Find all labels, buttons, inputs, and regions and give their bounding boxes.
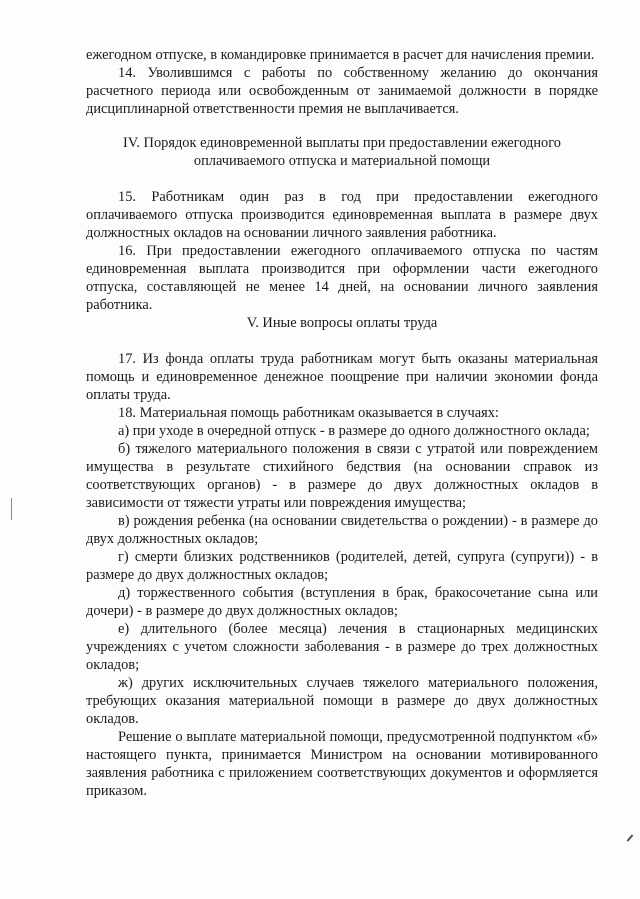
paragraph-18-final: Решение о выплате материальной помощи, предусмотренной подпунктом «б» настоящего пункта, принимается Министром на основании мотивированного заявления работника с приложением соответствующих документов и оформляется приказом. [86, 729, 598, 799]
paragraph-16: 16. При предоставлении ежегодного оплачиваемого отпуска по частям единовременная выплата производится при оформлении части ежегодного отпуска, составляющей не менее 14 дней, на основании личного заявления работника. [86, 243, 598, 313]
scan-mark [11, 498, 12, 520]
paragraph-18-b: б) тяжелого материального положения в связи с утратой или повреждением имущества в результате стихийного бедствия (на основании справок из соответствующих органов) - в размере до двух должностных окладов в зависимости от тяжести утраты или повреждения имущества; [86, 441, 598, 511]
pen-mark [627, 834, 634, 841]
paragraph-18: 18. Материальная помощь работникам оказывается в случаях: [118, 405, 499, 421]
paragraph-18-g: г) смерти близких родственников (родителей, детей, супруга (супруги)) - в размере до двух должностных окладов; [86, 549, 598, 583]
paragraph-18-e: е) длительного (более месяца) лечения в стационарных медицинских учреждениях с учетом сложности заболевания - в размере до трех должностных окладов; [86, 621, 598, 673]
paragraph-15: 15. Работникам один раз в год при предоставлении ежегодного оплачиваемого отпуска производится единовременная выплата в размере двух должностных окладов на основании личного заявления работника. [86, 189, 598, 241]
section-5-title: V. Иные вопросы оплаты труда [246, 315, 438, 331]
paragraph-continuation: ежегодном отпуске, в командировке принимается в расчет для начисления премии. [86, 47, 595, 63]
section-4-title: IV. Порядок единовременной выплаты при предоставлении ежегодного оплачиваемого отпуска и материальной помощи [123, 135, 561, 169]
paragraph-14: 14. Уволившимся с работы по собственному желанию до окончания расчетного периода или освобожденным от занимаемой должности в порядке дисциплинарной ответственности премия не выплачивается. [86, 65, 598, 117]
paragraph-17: 17. Из фонда оплаты труда работникам могут быть оказаны материальная помощь и единовременное денежное поощрение при наличии экономии фонда оплаты труда. [86, 351, 598, 403]
paragraph-18-a: а) при уходе в очередной отпуск - в размере до одного должностного оклада; [118, 423, 590, 439]
document-body [86, 46, 598, 800]
paragraph-18-d: д) торжественного события (вступления в брак, бракосочетание сына или дочери) - в размере до двух должностных окладов; [86, 585, 598, 619]
paragraph-18-v: в) рождения ребенка (на основании свидетельства о рождении) - в размере до двух должностных окладов; [86, 513, 598, 547]
paragraph-18-zh: ж) других исключительных случаев тяжелого материального положения, требующих оказания материальной помощи в размере до двух должностных окладов. [86, 675, 598, 727]
